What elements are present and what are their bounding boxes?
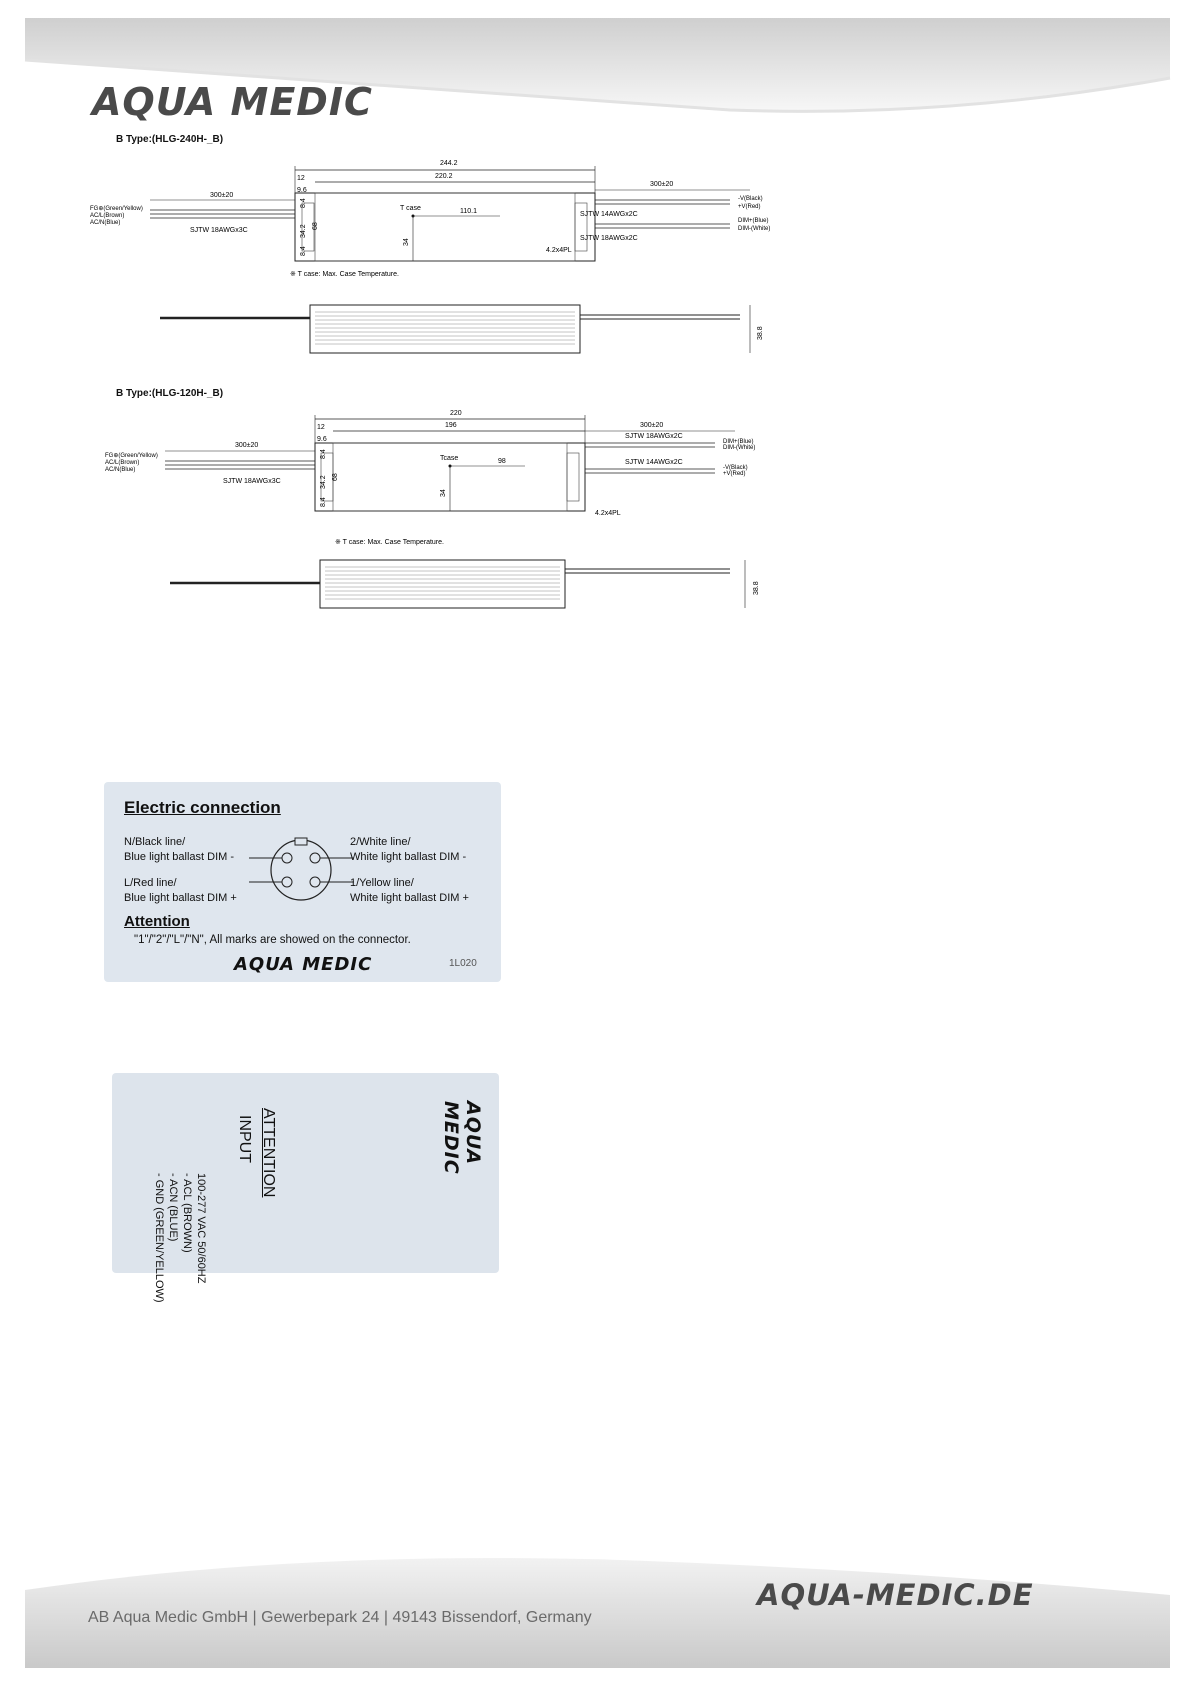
d1-tcase-x: 110.1 — [460, 208, 477, 215]
d2-note: ※ T case: Max. Case Temperature. — [335, 539, 444, 546]
d2-left-wire-3: AC/N(Blue) — [105, 467, 136, 473]
attention-text: "1"/"2"/"L"/"N", All marks are showed on the connector. — [134, 934, 411, 946]
d1-overall: 244.2 — [440, 160, 458, 167]
d2-right-wire-2: DIM-(White) — [723, 445, 756, 451]
l-desc: Blue light ballast DIM + — [124, 892, 237, 904]
drawing1-title: B Type:(HLG-240H-_B) — [116, 134, 224, 145]
d2-overall: 220 — [450, 410, 462, 417]
d2-left-wire-2: AC/L(Brown) — [105, 460, 140, 466]
input-title: INPUT — [236, 1115, 253, 1163]
electric-connection-label — [104, 782, 501, 982]
n-desc: Blue light ballast DIM - — [124, 851, 235, 863]
d2-right-wire-4: +V(Red) — [723, 471, 746, 477]
d2-tcase-x: 98 — [498, 458, 506, 465]
d1-tcase-y: 34 — [403, 238, 410, 246]
w-line: 2/White line/ — [350, 836, 411, 848]
d2-inner: 196 — [445, 422, 457, 429]
input-line-3: - ACN (BLUE) — [167, 1173, 179, 1242]
d1-left-wire-3: AC/N(Blue) — [90, 220, 121, 226]
d2-wire-len-right: 300±20 — [640, 422, 664, 429]
input-label — [112, 1073, 499, 1303]
d2-d4: 8.4 — [320, 497, 327, 507]
d2-hole: 4.2x4PL — [595, 510, 621, 517]
d1-tcase: T case — [400, 205, 421, 212]
d1-d4: 8.4 — [300, 246, 307, 256]
d1-right-wire-2: +V(Red) — [738, 204, 761, 210]
d1-left-wire-1: FG⊕(Green/Yellow) — [90, 206, 143, 212]
d1-height: 38.8 — [757, 326, 764, 340]
attention-heading: ATTENTION — [260, 1108, 277, 1198]
w-desc: White light ballast DIM - — [350, 851, 467, 863]
d1-wire-len-left: 300±20 — [210, 192, 234, 199]
l-line: L/Red line/ — [124, 877, 177, 889]
input-lines — [152, 1173, 208, 1363]
d2-tcase-y: 34 — [440, 489, 447, 497]
header-logo: AQUA MEDIC — [92, 80, 373, 124]
d1-inner: 220.2 — [435, 173, 453, 180]
n-line: N/Black line/ — [124, 836, 186, 848]
d1-right-wire-4: DIM-(White) — [738, 226, 771, 232]
footer-site: AQUA-MEDIC.DE — [757, 1578, 1034, 1612]
d1-d1: 8.4 — [300, 198, 307, 208]
d1-right-wire-3: DIM+(Blue) — [738, 218, 769, 224]
input-line-4: - GND (GREEN/YELLOW) — [153, 1173, 165, 1303]
d2-d1: 8.4 — [320, 449, 327, 459]
d2-right-cable2: SJTW 14AWGx2C — [625, 459, 683, 466]
d2-top-off: 9.6 — [317, 436, 327, 443]
d2-right-cable1: SJTW 18AWGx2C — [625, 433, 683, 440]
d2-left-cable: SJTW 18AWGx3C — [223, 478, 281, 485]
d1-top-off: 9.6 — [297, 187, 307, 194]
d1-note: ※ T case: Max. Case Temperature. — [290, 271, 399, 278]
d1-right-cable2: SJTW 18AWGx2C — [580, 235, 638, 242]
drawing2-side-view — [150, 555, 770, 615]
label-code: 1L020 — [449, 958, 477, 969]
drawing2-title: B Type:(HLG-120H-_B) — [116, 388, 224, 399]
connector-diagram — [249, 830, 354, 910]
d1-left-wire-2: AC/L(Brown) — [90, 213, 125, 219]
attention-title: Attention — [124, 913, 190, 930]
d2-tcase: Tcase — [440, 455, 459, 462]
y-line: 1/Yellow line/ — [350, 877, 414, 889]
input-line-1: 100-277 VAC 50/60HZ — [195, 1173, 207, 1284]
input-line-2: - ACL (BROWN) — [181, 1173, 193, 1253]
d2-height: 38.8 — [753, 581, 760, 595]
electric-label-logo: AQUA MEDIC — [234, 954, 373, 975]
drawing1-top-view — [90, 148, 810, 288]
input-label-logo: AQUA MEDIC — [440, 1101, 484, 1175]
d1-left-cable: SJTW 18AWGx3C — [190, 227, 248, 234]
d2-right-wire-1: DIM+(Blue) — [723, 439, 754, 445]
drawing2-top-view — [105, 405, 815, 550]
d2-left-wire-1: FG⊕(Green/Yellow) — [105, 453, 158, 459]
d2-d3: 68 — [332, 473, 339, 481]
d1-d3: 68 — [312, 222, 319, 230]
footer-address: AB Aqua Medic GmbH | Gewerbepark 24 | 49143 Bissendorf, Germany — [88, 1609, 592, 1626]
d1-d2: 34.2 — [300, 224, 307, 238]
electric-title: Electric connection — [124, 798, 281, 817]
d1-right-cable1: SJTW 14AWGx2C — [580, 211, 638, 218]
d1-flange: 12 — [297, 175, 305, 182]
d2-d2: 34.2 — [320, 475, 327, 489]
d1-hole: 4.2x4PL — [546, 247, 572, 254]
y-desc: White light ballast DIM + — [350, 892, 469, 904]
d2-flange: 12 — [317, 424, 325, 431]
drawing1-side-view — [150, 300, 770, 360]
d1-right-wire-1: -V(Black) — [738, 196, 763, 202]
d2-wire-len-left: 300±20 — [235, 442, 259, 449]
d2-right-wire-3: -V(Black) — [723, 465, 748, 471]
d1-wire-len-right: 300±20 — [650, 181, 674, 188]
